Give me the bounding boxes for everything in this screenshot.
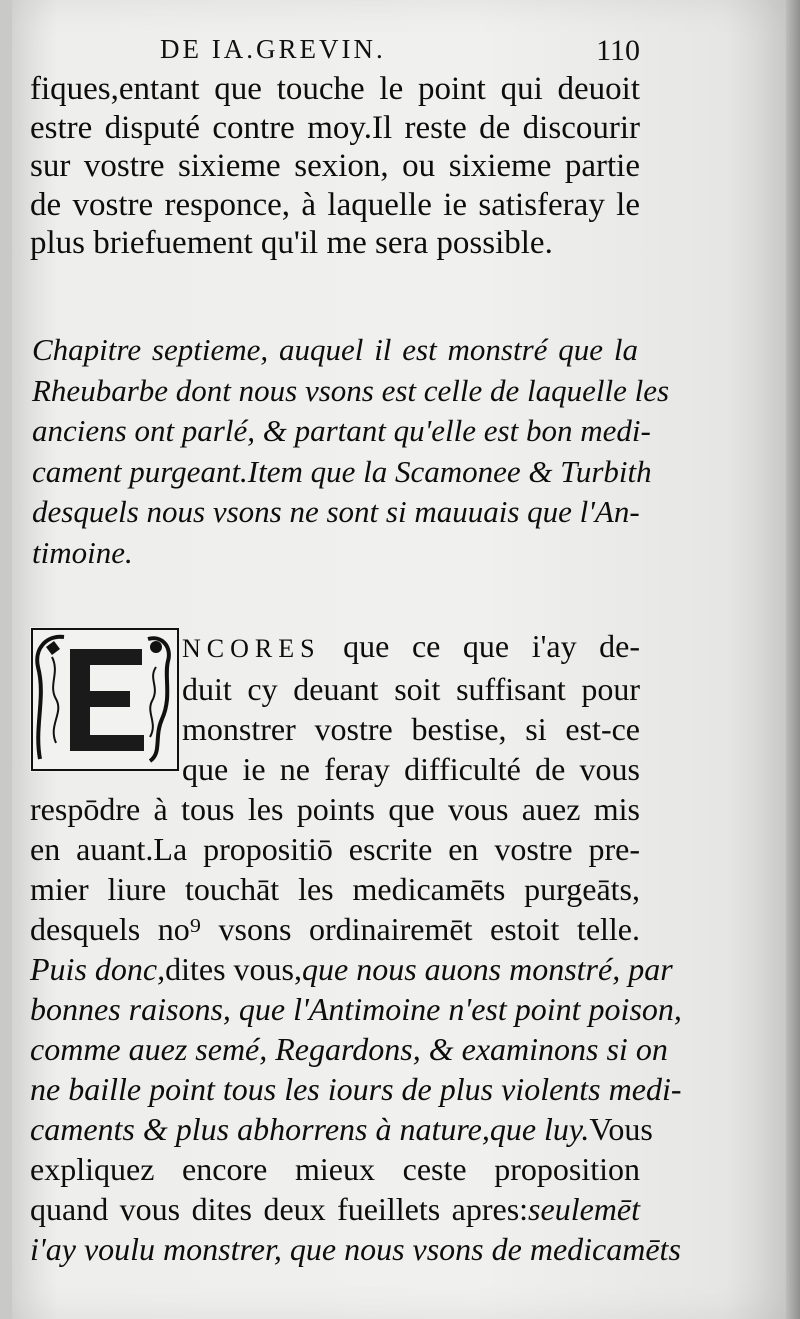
text-line: monstrer vostre bestise, si est-ce xyxy=(182,711,640,747)
page-number: 110 xyxy=(596,34,640,67)
text-line: ne baille point tous les iours de plus violents medi- xyxy=(30,1071,682,1107)
italic-fragment: caments & plus abhorrens à nature,que luy. xyxy=(30,1111,590,1147)
top-paragraph xyxy=(30,70,640,263)
italic-fragment: seulemēt xyxy=(528,1191,640,1227)
italic-fragment: Puis donc, xyxy=(30,951,166,987)
text-line: duit cy deuant soit suffisant pour xyxy=(182,671,640,707)
text-line xyxy=(30,1189,640,1229)
chapter-line: cament purgeant.Item que la Scamonee & Turbith xyxy=(32,453,652,489)
chapter-line: Chapitre septieme, auquel il est monstré que la xyxy=(32,332,638,367)
text-line: mier liure touchāt les medicamēts purgeāts, xyxy=(30,871,640,907)
italic-fragment: que nous auons monstré, par xyxy=(301,951,673,987)
text-line: bonnes raisons, que l'Antimoine n'est point poison, xyxy=(30,991,682,1027)
text-fragment: quand vous dites deux fueillets apres: xyxy=(30,1191,529,1227)
running-head xyxy=(160,34,640,74)
text-line: estre disputé contre moy.Il reste de discourir xyxy=(30,109,640,146)
text-line xyxy=(30,626,640,669)
text-line: fiques,entant que touche le point qui deuoit xyxy=(30,71,640,107)
text-line: plus briefuement qu'il me sera possible. xyxy=(30,225,553,261)
initial-capitals: NCORES xyxy=(182,634,321,663)
text-line: desquels no⁹ vsons ordinairemēt estoit telle. xyxy=(30,911,640,947)
text-fragment: Vous xyxy=(589,1111,653,1147)
text-line: expliquez encore mieux ceste proposition xyxy=(30,1151,640,1187)
text-line: i'ay voulu monstrer, que nous vsons de medicamēts xyxy=(30,1231,681,1267)
text-line: que ie ne feray difficulté de vous xyxy=(182,751,640,787)
text-line: sur vostre sixieme sexion, ou sixieme partie xyxy=(30,148,640,184)
chapter-line: Rheubarbe dont nous vsons est celle de laquelle les xyxy=(32,372,670,408)
chapter-line: timoine. xyxy=(32,534,133,570)
text-fragment: dites vous, xyxy=(165,951,302,987)
main-paragraph xyxy=(30,626,682,1269)
chapter-heading xyxy=(32,330,670,573)
running-title: DE IA.GREVIN. xyxy=(160,34,386,64)
text-line: respōdre à tous les points que vous auez mis xyxy=(30,791,640,827)
chapter-line: desquels nous vsons ne sont si mauuais que l'An- xyxy=(32,494,640,529)
text-line: comme auez semé, Regardons, & examinons si on xyxy=(30,1031,668,1067)
text-line: de vostre responce, à laquelle ie satisferay le xyxy=(30,186,640,223)
chapter-line: anciens ont parlé, & partant qu'elle est bon medi- xyxy=(32,413,651,448)
text-line xyxy=(30,1109,653,1149)
text-line: en auant.La propositiō escrite en vostre pre- xyxy=(30,831,640,867)
text-line xyxy=(30,949,673,989)
page-edge-shadow xyxy=(786,0,800,1319)
text-fragment: que ce que i'ay de- xyxy=(320,628,640,664)
